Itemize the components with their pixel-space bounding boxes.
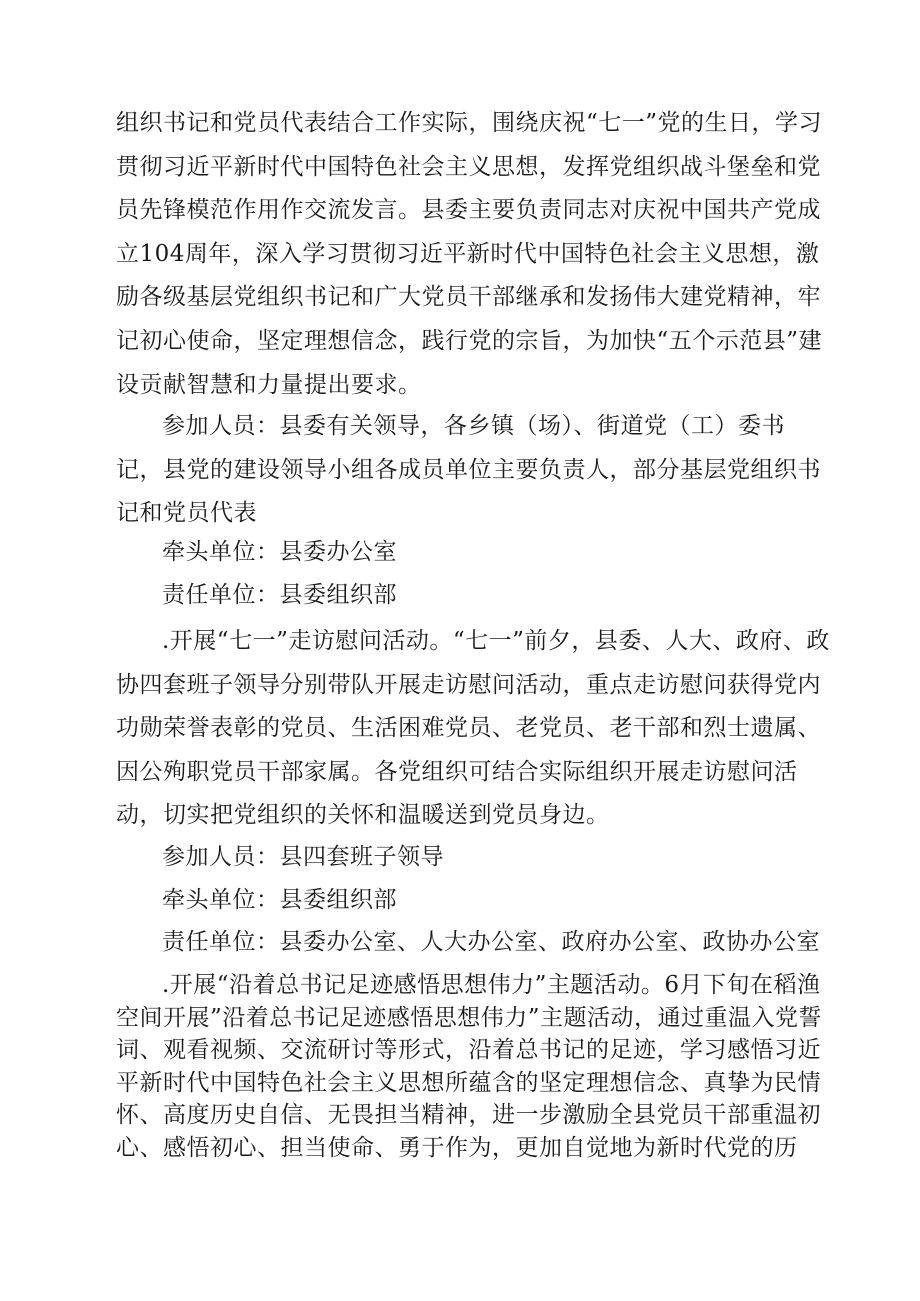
body-paragraph-1: 组织书记和党员代表结合工作实际，围绕庆祝“七一”党的生日，学习贯彻习近平新时代中国特色社会主义思想，发挥党组织战斗堡垒和党员先锋模范作用作交流发言。县委主要负责同志对庆祝中国共产党成立104周年，深入学习贯彻习近平新时代中国特色社会主义思想，激励各级基层党组织书记和广大党员干部继承和发扬伟大建党精神，牢记初心使命，坚定理想信念，践行党的宗旨，为加快“五个示范县”建设贡献智慧和力量提出要求。: [116, 110, 823, 398]
participants-paragraph-1: 参加人员：县委有关领导，各乡镇（场）、街道党（工）委书记，县党的建设领导小组各成员单位主要负责人，部分基层党组织书记和党员代表: [116, 413, 821, 527]
responsible-unit-line-2: 责任单位：县委办公室、人大办公室、政府办公室、政协办公室: [162, 929, 820, 955]
body-paragraph-3: .开展“沿着总书记足迹感悟思想伟力”主题活动。6月下旬在稻渔空间开展”沿着总书记足迹感悟思想伟力”主题活动，通过重温入党誓词、观看视频、交流研讨等形式，沿着总书记的足迹，学习感悟习近平新时代中国特色社会主义思想所蕴含的坚定理想信念、真挚为民情怀、高度历史自信、无畏担当精神，进一步激励全县党员干部重温初心、感悟初心、担当使命、勇于作为，更加自觉地为新时代党的历: [116, 972, 823, 1161]
lead-unit-line-2: 牵头单位：县委组织部: [162, 887, 397, 913]
body-paragraph-2: .开展“七一”走访慰问活动。“七一”前夕，县委、人大、政府、政协四套班子领导分别带队开展走访慰问活动，重点走访慰问获得党内功勋荣誉表彰的党员、生活困难党员、老党员、老干部和烈士遗属、因公殉职党员干部家属。各党组织可结合实际组织开展走访慰问活动，切实把党组织的关怀和温暖送到党员身边。: [116, 628, 830, 829]
participants-line-2: 参加人员：县四套班子领导: [162, 844, 444, 870]
lead-unit-line-1: 牵头单位：县委办公室: [162, 539, 397, 565]
responsible-unit-line-1: 责任单位：县委组织部: [162, 582, 397, 608]
